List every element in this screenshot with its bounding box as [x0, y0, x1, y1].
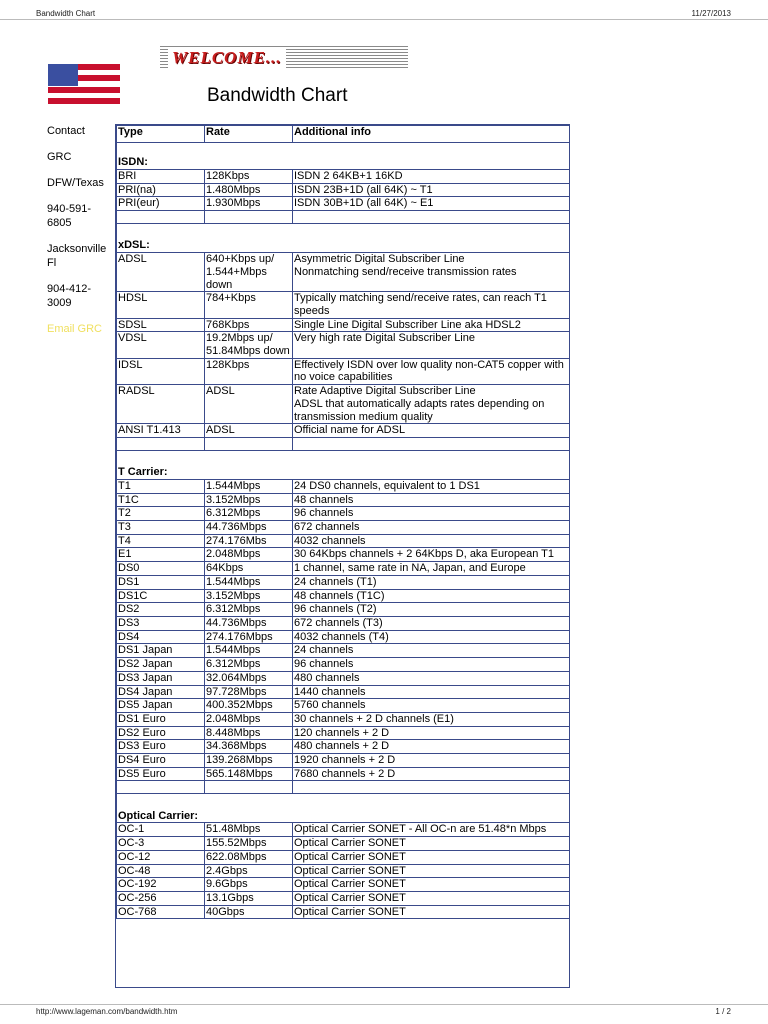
cell-type: BRI — [117, 170, 205, 184]
cell-rate: 6.312Mbps — [205, 603, 293, 617]
cell-rate: 6.312Mbps — [205, 507, 293, 521]
cell-type: DS1C — [117, 589, 205, 603]
table-row — [117, 699, 570, 713]
table-row — [117, 891, 570, 905]
cell-info: Official name for ADSL — [293, 424, 570, 438]
cell-type: T1 — [117, 479, 205, 493]
table-row — [117, 358, 570, 384]
table-row — [117, 548, 570, 562]
cell-type: ADSL — [117, 253, 205, 292]
table-header-row — [117, 126, 570, 143]
cell-type: DS5 Euro — [117, 767, 205, 781]
column-header-info: Additional info — [293, 126, 570, 143]
cell-info: ISDN 30B+1D (all 64K) ~ E1 — [293, 197, 570, 211]
cell-rate: 768Kbps — [205, 318, 293, 332]
table-row — [117, 253, 570, 292]
table-row — [117, 562, 570, 576]
spacer-cell — [205, 781, 293, 794]
spacer-cell — [205, 211, 293, 224]
cell-rate: 34.368Mbps — [205, 740, 293, 754]
cell-info: 5760 channels — [293, 699, 570, 713]
cell-info: Optical Carrier SONET — [293, 905, 570, 919]
welcome-banner-text: WELCOME... — [168, 48, 286, 68]
cell-type: T3 — [117, 521, 205, 535]
section-title: ISDN: — [117, 143, 570, 170]
section-row — [117, 224, 570, 253]
section-title: Optical Carrier: — [117, 794, 570, 823]
sidebar-contact: Contact — [47, 125, 85, 137]
cell-type: RADSL — [117, 385, 205, 424]
table-row — [117, 630, 570, 644]
cell-type: DS2 Euro — [117, 726, 205, 740]
cell-rate: 400.352Mbps — [205, 699, 293, 713]
table-row — [117, 589, 570, 603]
cell-rate: 1.480Mbps — [205, 183, 293, 197]
section-title: xDSL: — [117, 224, 570, 253]
table-row — [117, 534, 570, 548]
cell-rate: 97.728Mbps — [205, 685, 293, 699]
cell-type: OC-3 — [117, 837, 205, 851]
cell-rate: 274.176Mbs — [205, 534, 293, 548]
spacer-cell — [293, 781, 570, 794]
cell-rate: 19.2Mbps up/ 51.84Mbps down — [205, 332, 293, 358]
cell-info: Asymmetric Digital Subscriber Line Nonmatching send/receive transmission rates — [293, 253, 570, 292]
cell-rate: 6.312Mbps — [205, 658, 293, 672]
sidebar — [47, 124, 113, 348]
cell-info: 480 channels + 2 D — [293, 740, 570, 754]
cell-type: DS3 Euro — [117, 740, 205, 754]
cell-type: T4 — [117, 534, 205, 548]
cell-info: Optical Carrier SONET — [293, 878, 570, 892]
cell-type: PRI(na) — [117, 183, 205, 197]
table-row — [117, 878, 570, 892]
cell-info: Optical Carrier SONET — [293, 864, 570, 878]
cell-type: DS1 Japan — [117, 644, 205, 658]
cell-rate: 51.48Mbps — [205, 823, 293, 837]
cell-info: 672 channels — [293, 521, 570, 535]
cell-rate: 2.048Mbps — [205, 548, 293, 562]
cell-type: T2 — [117, 507, 205, 521]
table-row — [117, 292, 570, 318]
sidebar-phone-florida: 904-412-3009 — [47, 283, 92, 309]
cell-info: Rate Adaptive Digital Subscriber Line ADSL that automatically adapts rates depending on transmission medium quality — [293, 385, 570, 424]
spacer-cell — [293, 437, 570, 450]
cell-type: IDSL — [117, 358, 205, 384]
cell-info: ISDN 2 64KB+1 16KD — [293, 170, 570, 184]
cell-type: DS2 Japan — [117, 658, 205, 672]
cell-info: 30 64Kbps channels + 2 64Kbps D, aka European T1 — [293, 548, 570, 562]
cell-type: VDSL — [117, 332, 205, 358]
email-grc-link[interactable]: Email GRC — [47, 323, 103, 335]
cell-rate: 128Kbps — [205, 170, 293, 184]
cell-info: 96 channels — [293, 658, 570, 672]
cell-rate: 44.736Mbps — [205, 521, 293, 535]
cell-rate: 128Kbps — [205, 358, 293, 384]
cell-rate: 1.544Mbps — [205, 575, 293, 589]
cell-info: 4032 channels (T4) — [293, 630, 570, 644]
sidebar-jacksonville: Jacksonville Fl — [47, 243, 107, 269]
table-row — [117, 823, 570, 837]
cell-rate: 1.544Mbps — [205, 644, 293, 658]
cell-info: 1 channel, same rate in NA, Japan, and Europe — [293, 562, 570, 576]
table-row — [117, 479, 570, 493]
spacer-cell — [117, 211, 205, 224]
us-flag-image — [48, 64, 120, 104]
table-row — [117, 905, 570, 919]
cell-info: Optical Carrier SONET - All OC-n are 51.48*n Mbps — [293, 823, 570, 837]
cell-rate: ADSL — [205, 424, 293, 438]
cell-type: DS3 Japan — [117, 671, 205, 685]
table-row — [117, 332, 570, 358]
cell-type: DS4 — [117, 630, 205, 644]
table-row — [117, 726, 570, 740]
section-row — [117, 450, 570, 479]
spacer-cell — [293, 211, 570, 224]
sidebar-phone-texas: 940-591-6805 — [47, 203, 92, 229]
welcome-banner — [160, 46, 408, 70]
cell-info: Effectively ISDN over low quality non-CAT5 copper with no voice capabilities — [293, 358, 570, 384]
spacer-cell — [117, 437, 205, 450]
cell-rate: 8.448Mbps — [205, 726, 293, 740]
header-rule — [0, 19, 768, 20]
cell-type: SDSL — [117, 318, 205, 332]
table-row — [117, 837, 570, 851]
cell-type: DS5 Japan — [117, 699, 205, 713]
page-title: Bandwidth Chart — [207, 85, 348, 106]
cell-type: OC-768 — [117, 905, 205, 919]
cell-rate: 40Gbps — [205, 905, 293, 919]
print-footer-url: http://www.lageman.com/bandwidth.htm — [36, 1007, 178, 1016]
cell-info: Very high rate Digital Subscriber Line — [293, 332, 570, 358]
cell-rate: 784+Kbps — [205, 292, 293, 318]
cell-info: ISDN 23B+1D (all 64K) ~ T1 — [293, 183, 570, 197]
table-row — [117, 521, 570, 535]
table-row — [117, 197, 570, 211]
cell-info: 48 channels — [293, 493, 570, 507]
cell-rate: 13.1Gbps — [205, 891, 293, 905]
cell-rate: 155.52Mbps — [205, 837, 293, 851]
table-row — [117, 318, 570, 332]
cell-rate: 2.4Gbps — [205, 864, 293, 878]
cell-info: 4032 channels — [293, 534, 570, 548]
table-row — [117, 575, 570, 589]
section-row — [117, 143, 570, 170]
cell-type: HDSL — [117, 292, 205, 318]
cell-type: DS1 Euro — [117, 712, 205, 726]
spacer-row — [117, 211, 570, 224]
cell-type: OC-1 — [117, 823, 205, 837]
table-row — [117, 644, 570, 658]
cell-info: 7680 channels + 2 D — [293, 767, 570, 781]
cell-rate: 64Kbps — [205, 562, 293, 576]
cell-info: 672 channels (T3) — [293, 616, 570, 630]
cell-rate: 274.176Mbps — [205, 630, 293, 644]
section-title: T Carrier: — [117, 450, 570, 479]
table-row — [117, 170, 570, 184]
cell-type: T1C — [117, 493, 205, 507]
cell-rate: 622.08Mbps — [205, 850, 293, 864]
footer-rule — [0, 1004, 768, 1005]
table-row — [117, 671, 570, 685]
cell-rate: 565.148Mbps — [205, 767, 293, 781]
cell-type: DS4 Japan — [117, 685, 205, 699]
spacer-cell — [117, 781, 205, 794]
cell-info: Optical Carrier SONET — [293, 837, 570, 851]
cell-rate: 44.736Mbps — [205, 616, 293, 630]
table-row — [117, 864, 570, 878]
spacer-row — [117, 437, 570, 450]
column-header-rate: Rate — [205, 126, 293, 143]
table-row — [117, 850, 570, 864]
cell-info: 24 DS0 channels, equivalent to 1 DS1 — [293, 479, 570, 493]
sidebar-grc: GRC — [47, 151, 72, 163]
cell-type: DS0 — [117, 562, 205, 576]
print-footer-page: 1 / 2 — [715, 1007, 731, 1016]
cell-rate: 640+Kbps up/ 1.544+Mbps down — [205, 253, 293, 292]
table-row — [117, 616, 570, 630]
cell-info: Typically matching send/receive rates, can reach T1 speeds — [293, 292, 570, 318]
cell-type: DS4 Euro — [117, 754, 205, 768]
cell-info: 48 channels (T1C) — [293, 589, 570, 603]
cell-rate: 139.268Mbps — [205, 754, 293, 768]
print-header-date: 11/27/2013 — [691, 9, 731, 18]
table-row — [117, 493, 570, 507]
cell-type: DS3 — [117, 616, 205, 630]
cell-info: 96 channels — [293, 507, 570, 521]
cell-info: 1920 channels + 2 D — [293, 754, 570, 768]
cell-rate: 32.064Mbps — [205, 671, 293, 685]
cell-type: OC-256 — [117, 891, 205, 905]
table-row — [117, 183, 570, 197]
cell-type: ANSI T1.413 — [117, 424, 205, 438]
section-row — [117, 794, 570, 823]
table-row — [117, 712, 570, 726]
cell-rate: 1.544Mbps — [205, 479, 293, 493]
cell-info: 480 channels — [293, 671, 570, 685]
spacer-cell — [205, 437, 293, 450]
spacer-row — [117, 781, 570, 794]
table-row — [117, 424, 570, 438]
cell-info: Single Line Digital Subscriber Line aka HDSL2 — [293, 318, 570, 332]
cell-type: OC-192 — [117, 878, 205, 892]
cell-info: Optical Carrier SONET — [293, 850, 570, 864]
cell-rate: 9.6Gbps — [205, 878, 293, 892]
cell-info: 30 channels + 2 D channels (E1) — [293, 712, 570, 726]
cell-rate: 2.048Mbps — [205, 712, 293, 726]
cell-type: OC-12 — [117, 850, 205, 864]
table-row — [117, 740, 570, 754]
cell-type: DS2 — [117, 603, 205, 617]
cell-rate: 1.930Mbps — [205, 197, 293, 211]
table-row — [117, 754, 570, 768]
table-row — [117, 385, 570, 424]
cell-type: OC-48 — [117, 864, 205, 878]
cell-info: 120 channels + 2 D — [293, 726, 570, 740]
cell-rate: 3.152Mbps — [205, 493, 293, 507]
cell-info: 24 channels (T1) — [293, 575, 570, 589]
bandwidth-table — [115, 124, 570, 988]
cell-rate: 3.152Mbps — [205, 589, 293, 603]
table-row — [117, 767, 570, 781]
table-row — [117, 603, 570, 617]
cell-rate: ADSL — [205, 385, 293, 424]
cell-info: 96 channels (T2) — [293, 603, 570, 617]
print-header-title: Bandwidth Chart — [36, 9, 96, 18]
table-row — [117, 507, 570, 521]
table-row — [117, 685, 570, 699]
table-row — [117, 658, 570, 672]
cell-info: Optical Carrier SONET — [293, 891, 570, 905]
cell-type: E1 — [117, 548, 205, 562]
cell-info: 24 channels — [293, 644, 570, 658]
cell-type: DS1 — [117, 575, 205, 589]
cell-info: 1440 channels — [293, 685, 570, 699]
cell-type: PRI(eur) — [117, 197, 205, 211]
sidebar-dfw-texas: DFW/Texas — [47, 177, 104, 189]
column-header-type: Type — [117, 126, 205, 143]
